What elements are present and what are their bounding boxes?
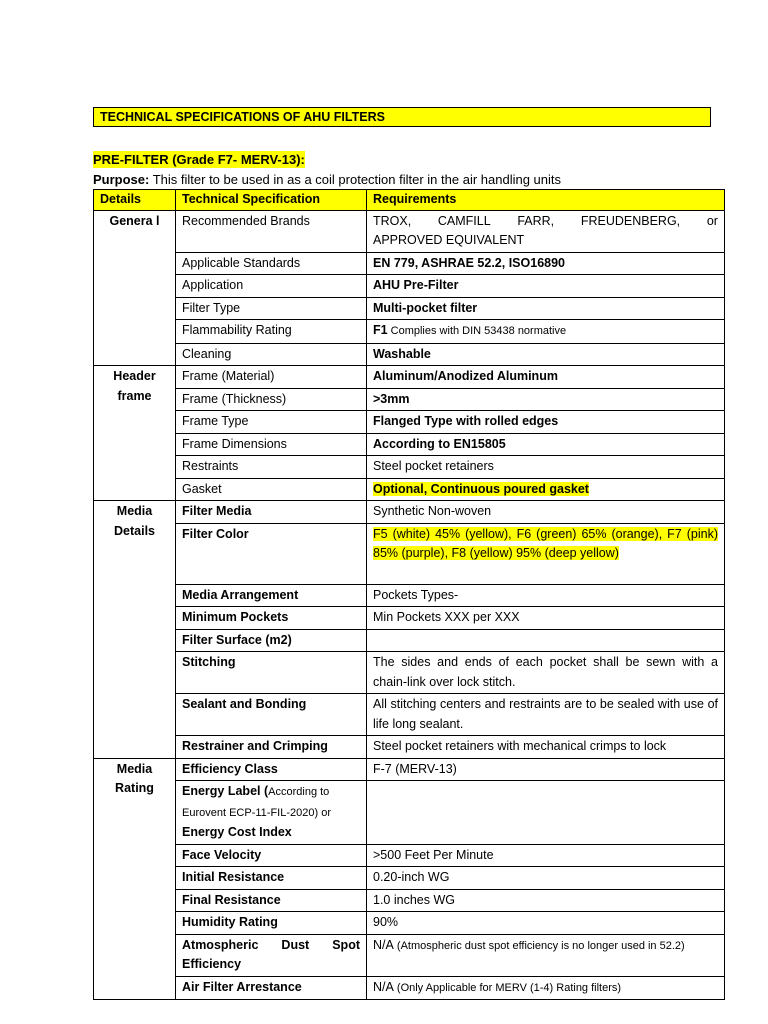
req-cell: Steel pocket retainers: [367, 456, 725, 479]
table-row: [94, 934, 725, 976]
table-row: [94, 388, 725, 411]
prefilter-heading: PRE-FILTER (Grade F7- MERV-13):: [93, 152, 305, 167]
req-cell: All stitching centers and restraints are to be sealed with use of life long sealant.: [367, 694, 725, 736]
spec-cell: Humidity Rating: [176, 912, 367, 935]
spec-cell: Frame Type: [176, 411, 367, 434]
group-header-frame: Header frame: [94, 366, 176, 501]
table-row: [94, 433, 725, 456]
table-row: [94, 456, 725, 479]
spec-cell: Face Velocity: [176, 844, 367, 867]
table-row: [94, 252, 725, 275]
header-technical-spec: Technical Specification: [176, 190, 367, 211]
req-cell: >3mm: [367, 388, 725, 411]
spec-cell: Minimum Pockets: [176, 607, 367, 630]
purpose-text: This filter to be used in as a coil protection filter in the air handling units: [149, 172, 561, 187]
spec-cell: Final Resistance: [176, 889, 367, 912]
spec-cell: Filter Color: [176, 523, 367, 584]
req-cell: The sides and ends of each pocket shall be sewn with a chain-link over lock stitch.: [367, 652, 725, 694]
req-cell: Pockets Types-: [367, 584, 725, 607]
spec-cell: Application: [176, 275, 367, 298]
table-header-row: [94, 190, 725, 211]
group-media-details: Media Details: [94, 501, 176, 759]
table-row: [94, 976, 725, 1000]
req-cell: Steel pocket retainers with mechanical crimps to lock: [367, 736, 725, 759]
req-cell: EN 779, ASHRAE 52.2, ISO16890: [367, 252, 725, 275]
table-row: [94, 844, 725, 867]
spec-cell: Sealant and Bonding: [176, 694, 367, 736]
group-general: Genera l: [94, 210, 176, 366]
req-cell: F-7 (MERV-13): [367, 758, 725, 781]
spec-cell: Gasket: [176, 478, 367, 501]
req-cell: N/A (Only Applicable for MERV (1-4) Rating filters): [367, 976, 725, 1000]
spec-table: [93, 189, 725, 1000]
table-row: [94, 523, 725, 584]
purpose-line: [93, 171, 561, 188]
req-cell: F1 Complies with DIN 53438 normative: [367, 320, 725, 344]
req-cell: Aluminum/Anodized Aluminum: [367, 366, 725, 389]
spec-cell: Frame (Thickness): [176, 388, 367, 411]
table-row: [94, 736, 725, 759]
header-details: Details: [94, 190, 176, 211]
table-row: [94, 867, 725, 890]
spec-cell: Stitching: [176, 652, 367, 694]
req-cell: Synthetic Non-woven: [367, 501, 725, 524]
spec-cell: Initial Resistance: [176, 867, 367, 890]
table-row: [94, 275, 725, 298]
table-row: [94, 758, 725, 781]
spec-cell: Frame (Material): [176, 366, 367, 389]
purpose-label: Purpose:: [93, 172, 150, 187]
req-cell: N/A (Atmospheric dust spot efficiency is no longer used in 52.2): [367, 934, 725, 976]
table-row: [94, 501, 725, 524]
spec-cell: Efficiency Class: [176, 758, 367, 781]
table-row: [94, 584, 725, 607]
table-row: [94, 366, 725, 389]
spec-cell: Frame Dimensions: [176, 433, 367, 456]
table-row: [94, 320, 725, 344]
req-cell: AHU Pre-Filter: [367, 275, 725, 298]
spec-cell: Flammability Rating: [176, 320, 367, 344]
table-row: [94, 210, 725, 252]
table-row: [94, 694, 725, 736]
req-cell: Optional, Continuous poured gasket: [367, 478, 725, 501]
table-row: [94, 912, 725, 935]
table-row: [94, 411, 725, 434]
document-title: TECHNICAL SPECIFICATIONS OF AHU FILTERS: [93, 107, 711, 127]
table-row: [94, 889, 725, 912]
spec-cell: Media Arrangement: [176, 584, 367, 607]
req-cell: F5 (white) 45% (yellow), F6 (green) 65% (orange), F7 (pink) 85% (purple), F8 (yellow) 95% (deep yellow): [367, 523, 725, 584]
group-media-rating: Media Rating: [94, 758, 176, 1000]
table-row: [94, 607, 725, 630]
spec-cell: Cleaning: [176, 343, 367, 366]
spec-cell: Atmospheric Dust Spot Efficiency: [176, 934, 367, 976]
req-cell: >500 Feet Per Minute: [367, 844, 725, 867]
req-cell: [367, 629, 725, 652]
req-cell: [367, 781, 725, 845]
spec-cell: Restraints: [176, 456, 367, 479]
req-cell: Multi-pocket filter: [367, 297, 725, 320]
spec-cell: Filter Media: [176, 501, 367, 524]
table-row: [94, 781, 725, 845]
req-cell: Washable: [367, 343, 725, 366]
table-row: [94, 629, 725, 652]
table-row: [94, 343, 725, 366]
table-row: [94, 652, 725, 694]
table-row: [94, 478, 725, 501]
spec-cell: Restrainer and Crimping: [176, 736, 367, 759]
req-cell: Flanged Type with rolled edges: [367, 411, 725, 434]
spec-cell: Recommended Brands: [176, 210, 367, 252]
req-cell: TROX, CAMFILL FARR, FREUDENBERG, or APPROVED EQUIVALENT: [367, 210, 725, 252]
req-cell: According to EN15805: [367, 433, 725, 456]
req-cell: 1.0 inches WG: [367, 889, 725, 912]
req-cell: Min Pockets XXX per XXX: [367, 607, 725, 630]
spec-cell: Energy Label (According to Eurovent ECP-11-FIL-2020) or Energy Cost Index: [176, 781, 367, 845]
brands-line: TROX, CAMFILL FARR, FREUDENBERG, or: [373, 213, 718, 228]
spec-cell: Air Filter Arrestance: [176, 976, 367, 1000]
spec-cell: Filter Type: [176, 297, 367, 320]
table-row: [94, 297, 725, 320]
header-requirements: Requirements: [367, 190, 725, 211]
req-cell: 0.20-inch WG: [367, 867, 725, 890]
spec-cell: Applicable Standards: [176, 252, 367, 275]
req-cell: 90%: [367, 912, 725, 935]
spec-cell: Filter Surface (m2): [176, 629, 367, 652]
